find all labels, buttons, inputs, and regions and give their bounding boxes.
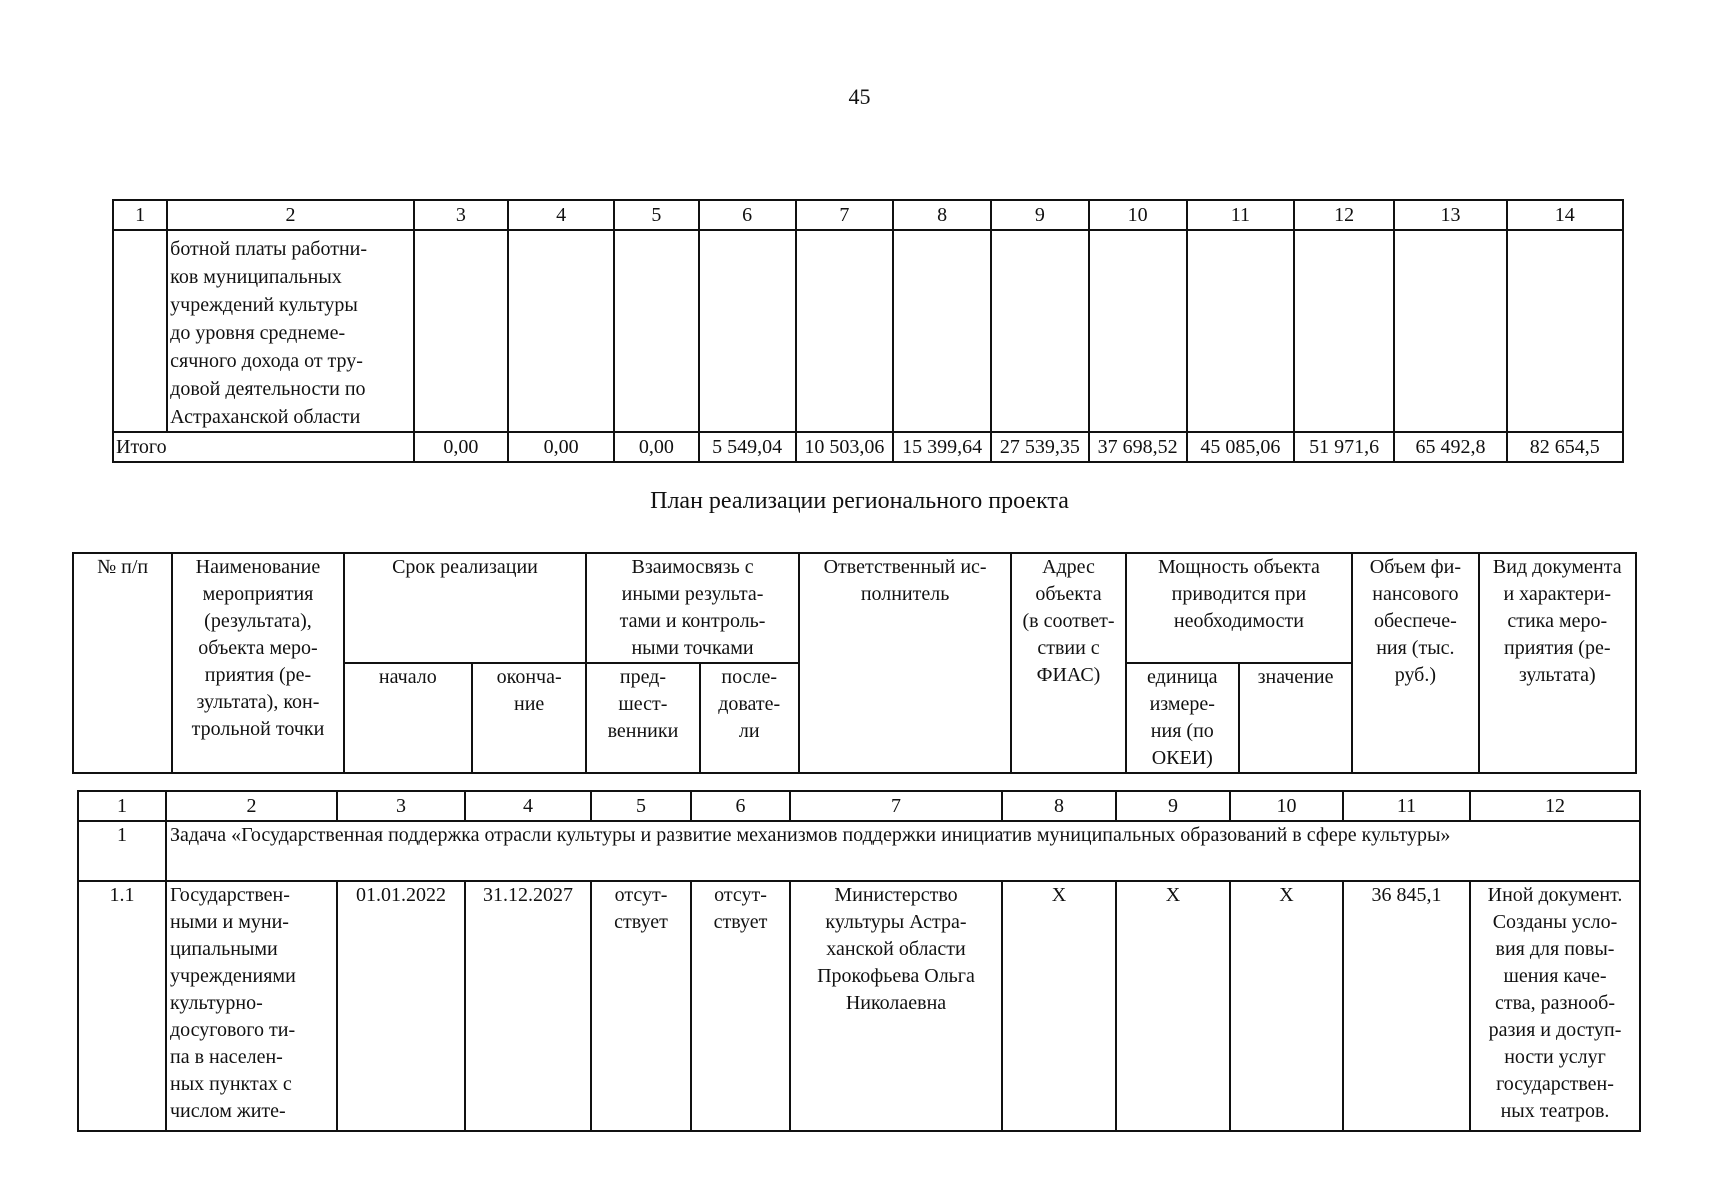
total-value: 10 503,06: [796, 432, 893, 462]
row-number: 1.1: [78, 881, 166, 1131]
row-start-date: 01.01.2022: [337, 881, 465, 1131]
total-value: 65 492,8: [1394, 432, 1506, 462]
col-header: 10: [1089, 200, 1187, 230]
table-cell: [113, 230, 167, 432]
col-doc-header: Вид документа и характери- стика меро- приятия (ре- зультата): [1479, 553, 1636, 773]
col-header: 6: [699, 200, 796, 230]
col-header: 11: [1343, 791, 1470, 821]
table-header-row: [113, 200, 1623, 230]
col-header: 2: [167, 200, 414, 230]
col-header: 9: [991, 200, 1088, 230]
col-header: 4: [508, 200, 614, 230]
total-value: 15 399,64: [893, 432, 991, 462]
col-header: 7: [790, 791, 1002, 821]
col-term-start-header: начало: [344, 663, 472, 773]
total-value: 0,00: [614, 432, 698, 462]
col-header: 5: [591, 791, 691, 821]
col-link-header: Взаимосвязь с иными результа- тами и контроль- ными точками: [586, 553, 799, 663]
row-successors: отсут- ствует: [691, 881, 790, 1131]
table-cell: [614, 230, 698, 432]
col-header: 6: [691, 791, 790, 821]
col-header: 1: [113, 200, 167, 230]
col-term-end-header: оконча- ние: [472, 663, 586, 773]
row-document: Иной документ. Созданы усло- вия для повы- шения каче- ства, разнооб- разия и доступ- ности услуг государствен- ных театров.: [1470, 881, 1640, 1131]
col-header: 4: [465, 791, 591, 821]
col-header: 9: [1116, 791, 1230, 821]
col-header: 12: [1294, 200, 1394, 230]
total-value: 51 971,6: [1294, 432, 1394, 462]
total-row: [113, 432, 1623, 462]
row-responsible: Министерство культуры Астра- ханской области Прокофьева Ольга Николаевна: [790, 881, 1002, 1131]
col-power-header: Мощность объекта приводится при необходимости: [1126, 553, 1353, 663]
table-cell: [991, 230, 1088, 432]
col-header: 12: [1470, 791, 1640, 821]
table-cell: [1294, 230, 1394, 432]
table-row: [78, 881, 1640, 1131]
total-value: 0,00: [414, 432, 508, 462]
col-power-unit-header: единица измере- ния (по ОКЕИ): [1126, 663, 1239, 773]
col-header: 13: [1394, 200, 1506, 230]
table-cell: [1394, 230, 1506, 432]
col-header: 14: [1507, 200, 1623, 230]
total-label: Итого: [113, 432, 414, 462]
col-addr-header: Адрес объекта (в соответ- ствии с ФИАС): [1011, 553, 1125, 773]
table-header-row: [78, 791, 1640, 821]
row-unit: Х: [1116, 881, 1230, 1131]
table-cell: [508, 230, 614, 432]
table-cell: [1089, 230, 1187, 432]
total-value: 5 549,04: [699, 432, 796, 462]
col-term-header: Срок реализации: [344, 553, 587, 663]
col-header: 11: [1187, 200, 1294, 230]
col-header: 3: [337, 791, 465, 821]
table-cell: [893, 230, 991, 432]
total-value: 37 698,52: [1089, 432, 1187, 462]
row-predecessors: отсут- ствует: [591, 881, 691, 1131]
row-address: Х: [1002, 881, 1116, 1131]
task-number: 1: [78, 821, 166, 881]
table-cell: [699, 230, 796, 432]
table-cell: [1507, 230, 1623, 432]
plan-table: [77, 790, 1641, 1132]
task-text: Задача «Государственная поддержка отрасли культуры и развитие механизмов поддержки инициатив муниципальных образований в сфере культуры»: [166, 821, 1640, 881]
col-header: 7: [796, 200, 893, 230]
col-header: 10: [1230, 791, 1343, 821]
row-name: Государствен- ными и муни- ципальными учреждениями культурно- досугового ти- па в населен- ных пунктах с числом жите-: [166, 881, 337, 1131]
col-header: 3: [414, 200, 508, 230]
col-header: 2: [166, 791, 337, 821]
table-cell: [796, 230, 893, 432]
col-name-header: Наименование мероприятия (результата), объекта меро- приятия (ре- зультата), кон- трольной точки: [172, 553, 343, 773]
table-cell: [414, 230, 508, 432]
total-value: 27 539,35: [991, 432, 1088, 462]
col-resp-header: Ответственный ис- полнитель: [799, 553, 1012, 773]
row-end-date: 31.12.2027: [465, 881, 591, 1131]
col-power-value-header: значение: [1239, 663, 1352, 773]
col-link-next-header: после- довате- ли: [700, 663, 799, 773]
row-description: ботной платы работни- ков муниципальных учреждений культуры до уровня среднеме- сячного дохода от тру- довой деятельности по Астраханской области: [167, 230, 414, 432]
row-value: Х: [1230, 881, 1343, 1131]
total-value: 82 654,5: [1507, 432, 1623, 462]
col-finance-header: Объем фи- нансового обеспече- ния (тыс. руб.): [1352, 553, 1478, 773]
page-number: 45: [848, 84, 871, 109]
row-finance: 36 845,1: [1343, 881, 1470, 1131]
table-row: [113, 230, 1623, 432]
plan-header-table: [72, 552, 1637, 774]
col-header: 1: [78, 791, 166, 821]
col-link-prev-header: пред- шест- венники: [586, 663, 699, 773]
col-header: 8: [1002, 791, 1116, 821]
task-row: [78, 821, 1640, 881]
col-header: 5: [614, 200, 698, 230]
section-title: План реализации регионального проекта: [650, 488, 1069, 514]
col-header: 8: [893, 200, 991, 230]
total-value: 0,00: [508, 432, 614, 462]
col-num-header: № п/п: [73, 553, 172, 773]
table-cell: [1187, 230, 1294, 432]
financing-table: [112, 199, 1624, 463]
total-value: 45 085,06: [1187, 432, 1294, 462]
